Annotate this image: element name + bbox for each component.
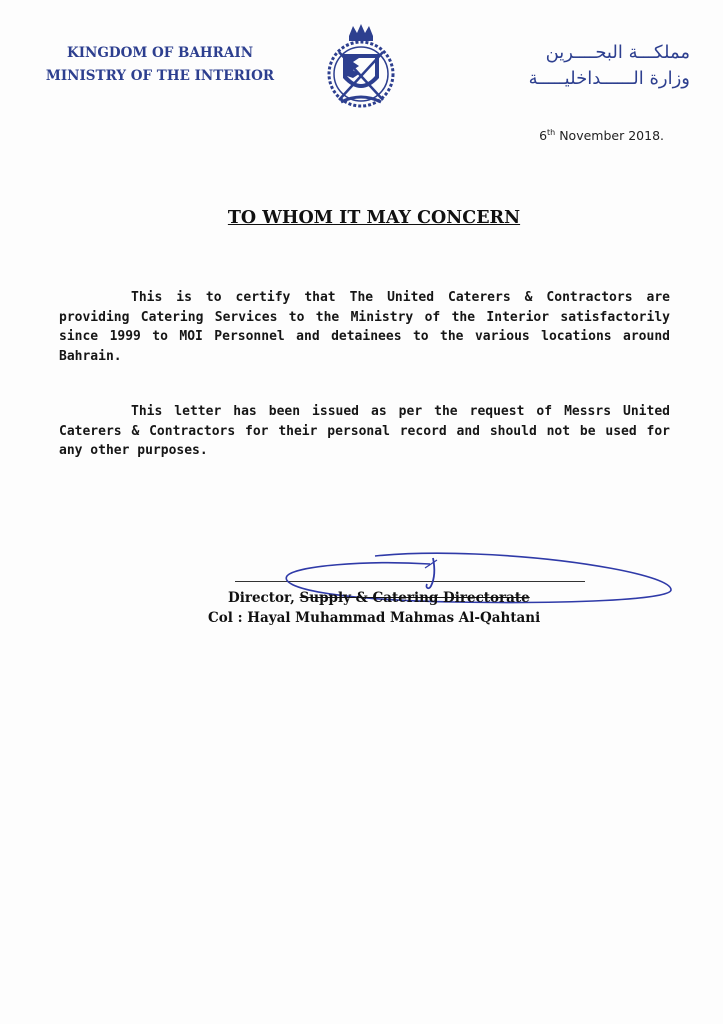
date-ordinal-suffix: th bbox=[547, 128, 556, 137]
ministry-name-arabic: وزارة الــــــداخليـــــة bbox=[528, 68, 690, 89]
signatory-role bbox=[228, 590, 530, 606]
body-paragraph-1: This is to certify that The United Caterers & Contractors are providing Catering Services to the Ministry of the Interior satisfactorily since 1999 to MOI Personnel and detainees to the various locations around Bahrain. bbox=[59, 290, 670, 364]
date-day: 6 bbox=[539, 128, 548, 144]
ministry-emblem-icon bbox=[323, 22, 399, 108]
english-letterhead bbox=[30, 42, 290, 88]
date-rest: November 2018. bbox=[555, 128, 664, 144]
letter-date bbox=[430, 128, 664, 143]
body-paragraph-2: This letter has been issued as per the request of Messrs United Caterers & Contractors for their personal record and should not be used for any other purposes. bbox=[59, 404, 670, 458]
letter-title: TO WHOM IT MAY CONCERN bbox=[227, 208, 521, 228]
arabic-letterhead bbox=[440, 40, 690, 92]
signatory-name: Col : Hayal Muhammad Mahmas Al-Qahtani bbox=[208, 610, 541, 626]
kingdom-name: KINGDOM OF BAHRAIN bbox=[66, 45, 254, 61]
signature-line bbox=[235, 581, 585, 582]
signatory-role-prefix: Director, bbox=[228, 590, 300, 606]
ministry-name: MINISTRY OF THE INTERIOR bbox=[45, 68, 275, 84]
kingdom-name-arabic: مملكـــة البحــــرين bbox=[545, 42, 690, 63]
signatory-directorate: Supply & Catering Directorate bbox=[299, 590, 530, 606]
